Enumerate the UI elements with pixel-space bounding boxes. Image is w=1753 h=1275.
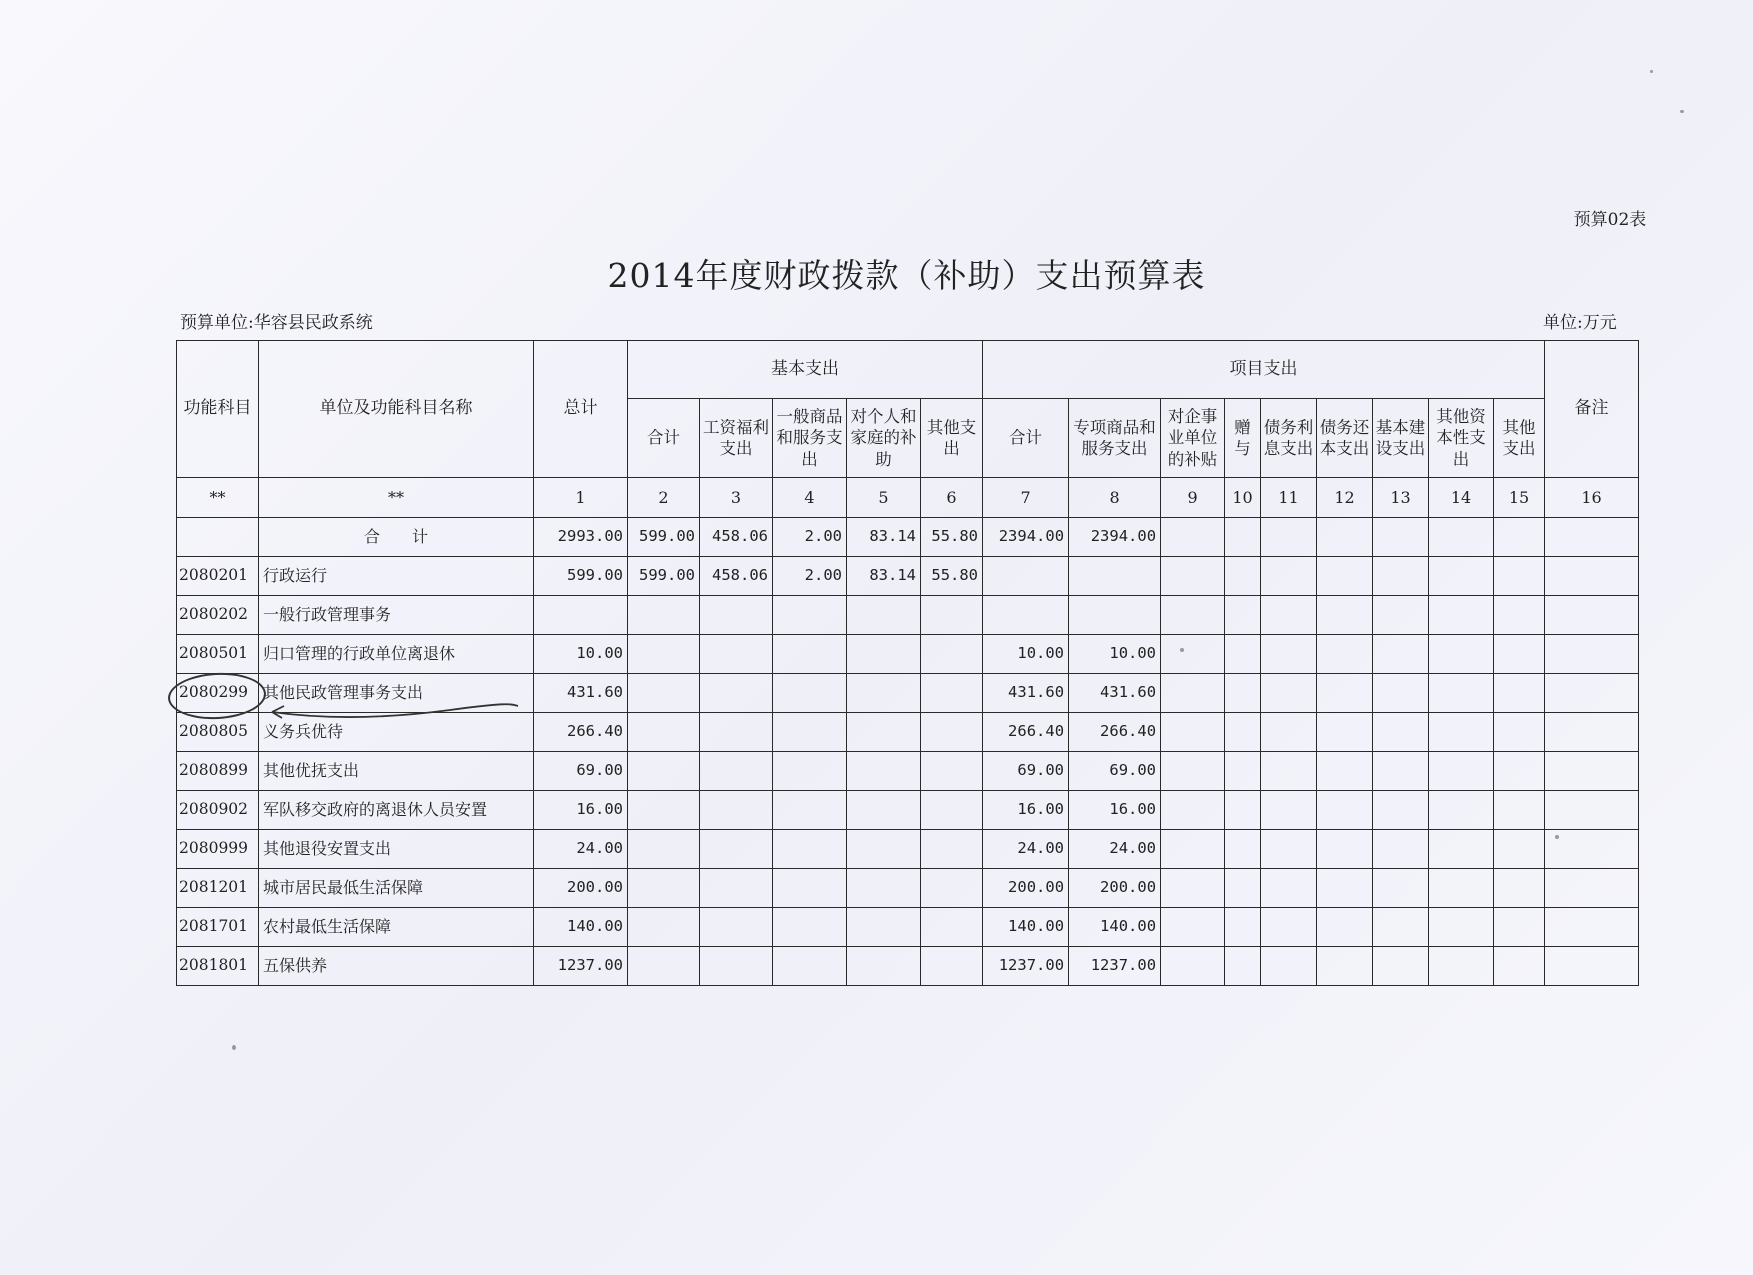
budget-unit-label: 预算单位:华容县民政系统: [180, 313, 373, 333]
column-index-row: [177, 478, 1639, 518]
row-value-cell: [628, 596, 700, 635]
row-value-cell: [1161, 752, 1225, 791]
col-header-name: 单位及功能科目名称: [259, 341, 534, 478]
row-value-cell: [1545, 635, 1639, 674]
row-value-cell: [1317, 791, 1373, 830]
row-name-cell: 五保供养: [259, 947, 534, 986]
row-value-cell: [1373, 830, 1429, 869]
row-value-cell: [847, 674, 921, 713]
row-value-cell: [983, 596, 1069, 635]
row-value-cell: [628, 752, 700, 791]
total-value-cell: [1317, 518, 1373, 557]
row-value-cell: 10.00: [983, 635, 1069, 674]
total-value-cell: 2.00: [773, 518, 847, 557]
row-value-cell: [1545, 674, 1639, 713]
row-value-cell: [1317, 947, 1373, 986]
table-row: [177, 791, 1639, 830]
row-value-cell: [1261, 791, 1317, 830]
row-value-cell: [1373, 752, 1429, 791]
row-name-cell: 军队移交政府的离退休人员安置: [259, 791, 534, 830]
row-value-cell: 458.06: [700, 557, 773, 596]
row-value-cell: 2.00: [773, 557, 847, 596]
table-row: [177, 635, 1639, 674]
row-value-cell: [700, 947, 773, 986]
row-value-cell: 24.00: [534, 830, 628, 869]
currency-unit-label: 单位:万元: [1543, 313, 1617, 333]
column-index-cell: 4: [773, 478, 847, 518]
row-value-cell: [1261, 713, 1317, 752]
row-value-cell: [1429, 908, 1494, 947]
row-value-cell: [700, 635, 773, 674]
row-value-cell: 10.00: [1069, 635, 1161, 674]
row-code-cell: 2080899: [177, 752, 259, 791]
row-value-cell: [773, 947, 847, 986]
row-code-cell: 2081801: [177, 947, 259, 986]
row-value-cell: [847, 869, 921, 908]
row-value-cell: [1373, 713, 1429, 752]
row-value-cell: 431.60: [1069, 674, 1161, 713]
row-value-cell: [1373, 908, 1429, 947]
row-name-cell: 义务兵优待: [259, 713, 534, 752]
row-value-cell: [1161, 635, 1225, 674]
row-value-cell: [773, 713, 847, 752]
row-value-cell: [1429, 713, 1494, 752]
row-value-cell: [1373, 674, 1429, 713]
col-header-project-goods: 专项商品和服务支出: [1069, 399, 1161, 478]
row-value-cell: [1317, 908, 1373, 947]
row-code-cell: 2080201: [177, 557, 259, 596]
column-index-cell: 6: [921, 478, 983, 518]
row-name-cell: 行政运行: [259, 557, 534, 596]
handwritten-underline: [270, 700, 520, 724]
row-name-cell: 农村最低生活保障: [259, 908, 534, 947]
row-value-cell: [1317, 752, 1373, 791]
row-value-cell: [700, 830, 773, 869]
row-value-cell: [921, 947, 983, 986]
row-value-cell: [847, 752, 921, 791]
row-value-cell: [1494, 908, 1545, 947]
col-header-total: 总计: [534, 341, 628, 478]
paper-speck: [232, 1045, 236, 1050]
row-value-cell: [628, 869, 700, 908]
form-number: 预算02表: [1573, 210, 1647, 230]
column-index-cell: 11: [1261, 478, 1317, 518]
row-value-cell: [773, 791, 847, 830]
col-header-project-other: 其他支出: [1494, 399, 1545, 478]
row-value-cell: [1161, 713, 1225, 752]
row-value-cell: [773, 752, 847, 791]
row-value-cell: [773, 908, 847, 947]
col-group-project: 项目支出: [983, 341, 1545, 399]
row-code-cell: 2080902: [177, 791, 259, 830]
row-code-cell: 2080805: [177, 713, 259, 752]
table-row: [177, 830, 1639, 869]
row-value-cell: [1261, 635, 1317, 674]
row-name-cell: 城市居民最低生活保障: [259, 869, 534, 908]
row-value-cell: [773, 869, 847, 908]
total-label-cell: 合 计: [259, 518, 534, 557]
row-value-cell: [1261, 674, 1317, 713]
row-value-cell: 16.00: [983, 791, 1069, 830]
row-value-cell: [1225, 557, 1261, 596]
row-value-cell: [1317, 713, 1373, 752]
row-value-cell: [1429, 752, 1494, 791]
row-value-cell: [628, 635, 700, 674]
row-value-cell: [773, 596, 847, 635]
row-value-cell: [1261, 869, 1317, 908]
row-value-cell: [1225, 713, 1261, 752]
row-value-cell: 599.00: [628, 557, 700, 596]
row-value-cell: [847, 908, 921, 947]
row-value-cell: [1373, 869, 1429, 908]
paper-speck: [1680, 110, 1684, 113]
col-header-project-construction: 基本建设支出: [1373, 399, 1429, 478]
row-value-cell: 200.00: [534, 869, 628, 908]
total-value-cell: 83.14: [847, 518, 921, 557]
row-value-cell: [1373, 947, 1429, 986]
row-value-cell: [1317, 830, 1373, 869]
row-value-cell: [1161, 947, 1225, 986]
total-value-cell: [1261, 518, 1317, 557]
row-value-cell: 83.14: [847, 557, 921, 596]
row-value-cell: 69.00: [983, 752, 1069, 791]
row-value-cell: [847, 596, 921, 635]
row-value-cell: [1545, 908, 1639, 947]
row-value-cell: [1545, 557, 1639, 596]
col-header-basic-subsidy: 对个人和家庭的补助: [847, 399, 921, 478]
total-value-cell: [1429, 518, 1494, 557]
row-value-cell: [1429, 869, 1494, 908]
row-value-cell: [1373, 635, 1429, 674]
row-value-cell: [1494, 674, 1545, 713]
row-value-cell: 24.00: [983, 830, 1069, 869]
column-index-cell: 5: [847, 478, 921, 518]
row-value-cell: [1429, 596, 1494, 635]
row-value-cell: [1317, 635, 1373, 674]
row-value-cell: [628, 674, 700, 713]
row-value-cell: [1545, 869, 1639, 908]
row-value-cell: [921, 635, 983, 674]
row-value-cell: 266.40: [983, 713, 1069, 752]
row-value-cell: [921, 830, 983, 869]
column-index-cell: 10: [1225, 478, 1261, 518]
col-header-project-subtotal: 合计: [983, 399, 1069, 478]
row-value-cell: 16.00: [1069, 791, 1161, 830]
row-value-cell: [1225, 791, 1261, 830]
row-value-cell: [1494, 557, 1545, 596]
row-code-cell: 2080202: [177, 596, 259, 635]
row-value-cell: 140.00: [534, 908, 628, 947]
row-name-cell: 其他民政管理事务支出: [259, 674, 534, 713]
table-row: [177, 869, 1639, 908]
row-value-cell: [1373, 557, 1429, 596]
row-value-cell: 200.00: [1069, 869, 1161, 908]
row-value-cell: [1317, 674, 1373, 713]
page-title: 2014年度财政拨款（补助）支出预算表: [607, 256, 1206, 295]
row-value-cell: [1261, 830, 1317, 869]
column-index-cell: 15: [1494, 478, 1545, 518]
column-index-cell: 7: [983, 478, 1069, 518]
header-row-group: [177, 341, 1639, 399]
row-value-cell: [1429, 830, 1494, 869]
col-header-basic-subtotal: 合计: [628, 399, 700, 478]
col-header-basic-other: 其他支出: [921, 399, 983, 478]
row-value-cell: 599.00: [534, 557, 628, 596]
total-value-cell: 458.06: [700, 518, 773, 557]
column-index-cell: 16: [1545, 478, 1639, 518]
row-value-cell: 140.00: [983, 908, 1069, 947]
row-value-cell: [1261, 596, 1317, 635]
total-value-cell: [1373, 518, 1429, 557]
total-value-cell: 2394.00: [1069, 518, 1161, 557]
row-value-cell: [628, 908, 700, 947]
total-value-cell: [1161, 518, 1225, 557]
col-header-project-debt-principal: 债务还本支出: [1317, 399, 1373, 478]
row-value-cell: [1494, 752, 1545, 791]
column-index-cell: 2: [628, 478, 700, 518]
column-index-cell: 9: [1161, 478, 1225, 518]
row-value-cell: [1429, 791, 1494, 830]
row-value-cell: [1161, 791, 1225, 830]
row-value-cell: [847, 830, 921, 869]
row-value-cell: 10.00: [534, 635, 628, 674]
row-value-cell: 431.60: [534, 674, 628, 713]
row-value-cell: 140.00: [1069, 908, 1161, 947]
row-value-cell: [700, 908, 773, 947]
row-value-cell: [921, 791, 983, 830]
row-value-cell: [700, 869, 773, 908]
row-code-cell: 2081701: [177, 908, 259, 947]
table-row: [177, 947, 1639, 986]
row-value-cell: 266.40: [1069, 713, 1161, 752]
row-value-cell: [773, 635, 847, 674]
row-value-cell: [1545, 947, 1639, 986]
row-value-cell: [1225, 869, 1261, 908]
row-value-cell: [1225, 635, 1261, 674]
row-value-cell: [847, 713, 921, 752]
row-value-cell: [1429, 557, 1494, 596]
row-value-cell: [847, 947, 921, 986]
row-value-cell: [700, 713, 773, 752]
total-value-cell: [1545, 518, 1639, 557]
row-value-cell: [1494, 713, 1545, 752]
row-value-cell: [847, 791, 921, 830]
row-value-cell: [1373, 596, 1429, 635]
row-value-cell: [1429, 674, 1494, 713]
column-index-cell: 8: [1069, 478, 1161, 518]
row-value-cell: [921, 752, 983, 791]
row-value-cell: 55.80: [921, 557, 983, 596]
row-value-cell: [921, 674, 983, 713]
column-index-cell: 14: [1429, 478, 1494, 518]
total-row: [177, 518, 1639, 557]
paper-speck: [1650, 70, 1653, 73]
row-code-cell: 2080501: [177, 635, 259, 674]
row-code-cell: 2080299: [177, 674, 259, 713]
row-name-cell: 归口管理的行政单位离退休: [259, 635, 534, 674]
row-value-cell: [628, 791, 700, 830]
total-value-cell: [1225, 518, 1261, 557]
row-value-cell: [1161, 869, 1225, 908]
total-value-cell: 2394.00: [983, 518, 1069, 557]
row-value-cell: 1237.00: [1069, 947, 1161, 986]
row-value-cell: [773, 830, 847, 869]
col-header-project-capital: 其他资本性支出: [1429, 399, 1494, 478]
row-value-cell: [1545, 791, 1639, 830]
row-value-cell: [1161, 674, 1225, 713]
row-value-cell: [847, 635, 921, 674]
row-value-cell: [1225, 908, 1261, 947]
total-value-cell: [1494, 518, 1545, 557]
table-row: [177, 752, 1639, 791]
row-value-cell: [1261, 947, 1317, 986]
row-value-cell: [921, 596, 983, 635]
column-index-cell: 12: [1317, 478, 1373, 518]
row-value-cell: [1261, 557, 1317, 596]
row-value-cell: [1261, 908, 1317, 947]
row-value-cell: [921, 908, 983, 947]
total-value-cell: 599.00: [628, 518, 700, 557]
row-value-cell: [628, 713, 700, 752]
row-value-cell: [1069, 596, 1161, 635]
row-value-cell: [921, 713, 983, 752]
row-value-cell: 1237.00: [534, 947, 628, 986]
column-index-cell: 13: [1373, 478, 1429, 518]
column-index-cell: **: [177, 478, 259, 518]
row-value-cell: 431.60: [983, 674, 1069, 713]
row-value-cell: [534, 596, 628, 635]
row-value-cell: [628, 947, 700, 986]
row-value-cell: [1161, 596, 1225, 635]
paper-speck: [1180, 648, 1184, 652]
row-value-cell: [921, 869, 983, 908]
row-value-cell: [1545, 596, 1639, 635]
row-value-cell: 69.00: [1069, 752, 1161, 791]
row-value-cell: [1161, 557, 1225, 596]
col-header-project-enterprise-subsidy: 对企事业单位的补贴: [1161, 399, 1225, 478]
row-value-cell: [1225, 596, 1261, 635]
row-value-cell: [1161, 830, 1225, 869]
budget-table: [176, 340, 1639, 986]
table-row: [177, 908, 1639, 947]
column-index-cell: 3: [700, 478, 773, 518]
row-value-cell: [1317, 596, 1373, 635]
row-value-cell: [1373, 791, 1429, 830]
col-header-basic-wages: 工资福利支出: [700, 399, 773, 478]
row-value-cell: [1429, 635, 1494, 674]
col-group-basic: 基本支出: [628, 341, 983, 399]
row-name-cell: 其他优抚支出: [259, 752, 534, 791]
row-value-cell: 266.40: [534, 713, 628, 752]
row-value-cell: 1237.00: [983, 947, 1069, 986]
row-value-cell: [773, 674, 847, 713]
row-value-cell: 16.00: [534, 791, 628, 830]
row-value-cell: 69.00: [534, 752, 628, 791]
row-value-cell: [1545, 713, 1639, 752]
col-header-remark: 备注: [1545, 341, 1639, 478]
row-value-cell: [1069, 557, 1161, 596]
row-value-cell: [1494, 596, 1545, 635]
row-value-cell: [1225, 830, 1261, 869]
row-value-cell: [1494, 947, 1545, 986]
row-value-cell: [1494, 635, 1545, 674]
row-value-cell: [1494, 791, 1545, 830]
row-value-cell: [628, 830, 700, 869]
table-row: [177, 596, 1639, 635]
row-code-cell: 2081201: [177, 869, 259, 908]
col-header-project-gift: 赠与: [1225, 399, 1261, 478]
row-value-cell: [700, 674, 773, 713]
row-value-cell: [1225, 752, 1261, 791]
row-value-cell: [1225, 674, 1261, 713]
row-value-cell: [1225, 947, 1261, 986]
row-value-cell: [1429, 947, 1494, 986]
row-value-cell: 24.00: [1069, 830, 1161, 869]
column-index-cell: **: [259, 478, 534, 518]
total-value-cell: 2993.00: [534, 518, 628, 557]
row-name-cell: 一般行政管理事务: [259, 596, 534, 635]
row-value-cell: 200.00: [983, 869, 1069, 908]
row-value-cell: [1494, 830, 1545, 869]
row-value-cell: [700, 596, 773, 635]
col-header-code: 功能科目: [177, 341, 259, 478]
col-header-basic-goods: 一般商品和服务支出: [773, 399, 847, 478]
row-name-cell: 其他退役安置支出: [259, 830, 534, 869]
row-value-cell: [700, 752, 773, 791]
col-header-project-debt-interest: 债务利息支出: [1261, 399, 1317, 478]
total-value-cell: 55.80: [921, 518, 983, 557]
paper-speck: [1555, 835, 1559, 839]
column-index-cell: 1: [534, 478, 628, 518]
row-value-cell: [1261, 752, 1317, 791]
row-code-cell: 2080999: [177, 830, 259, 869]
row-value-cell: [983, 557, 1069, 596]
row-value-cell: [1317, 557, 1373, 596]
row-value-cell: [1545, 752, 1639, 791]
row-value-cell: [1317, 869, 1373, 908]
total-code-cell: [177, 518, 259, 557]
table-row: [177, 557, 1639, 596]
row-value-cell: [1494, 869, 1545, 908]
row-value-cell: [1161, 908, 1225, 947]
row-value-cell: [700, 791, 773, 830]
